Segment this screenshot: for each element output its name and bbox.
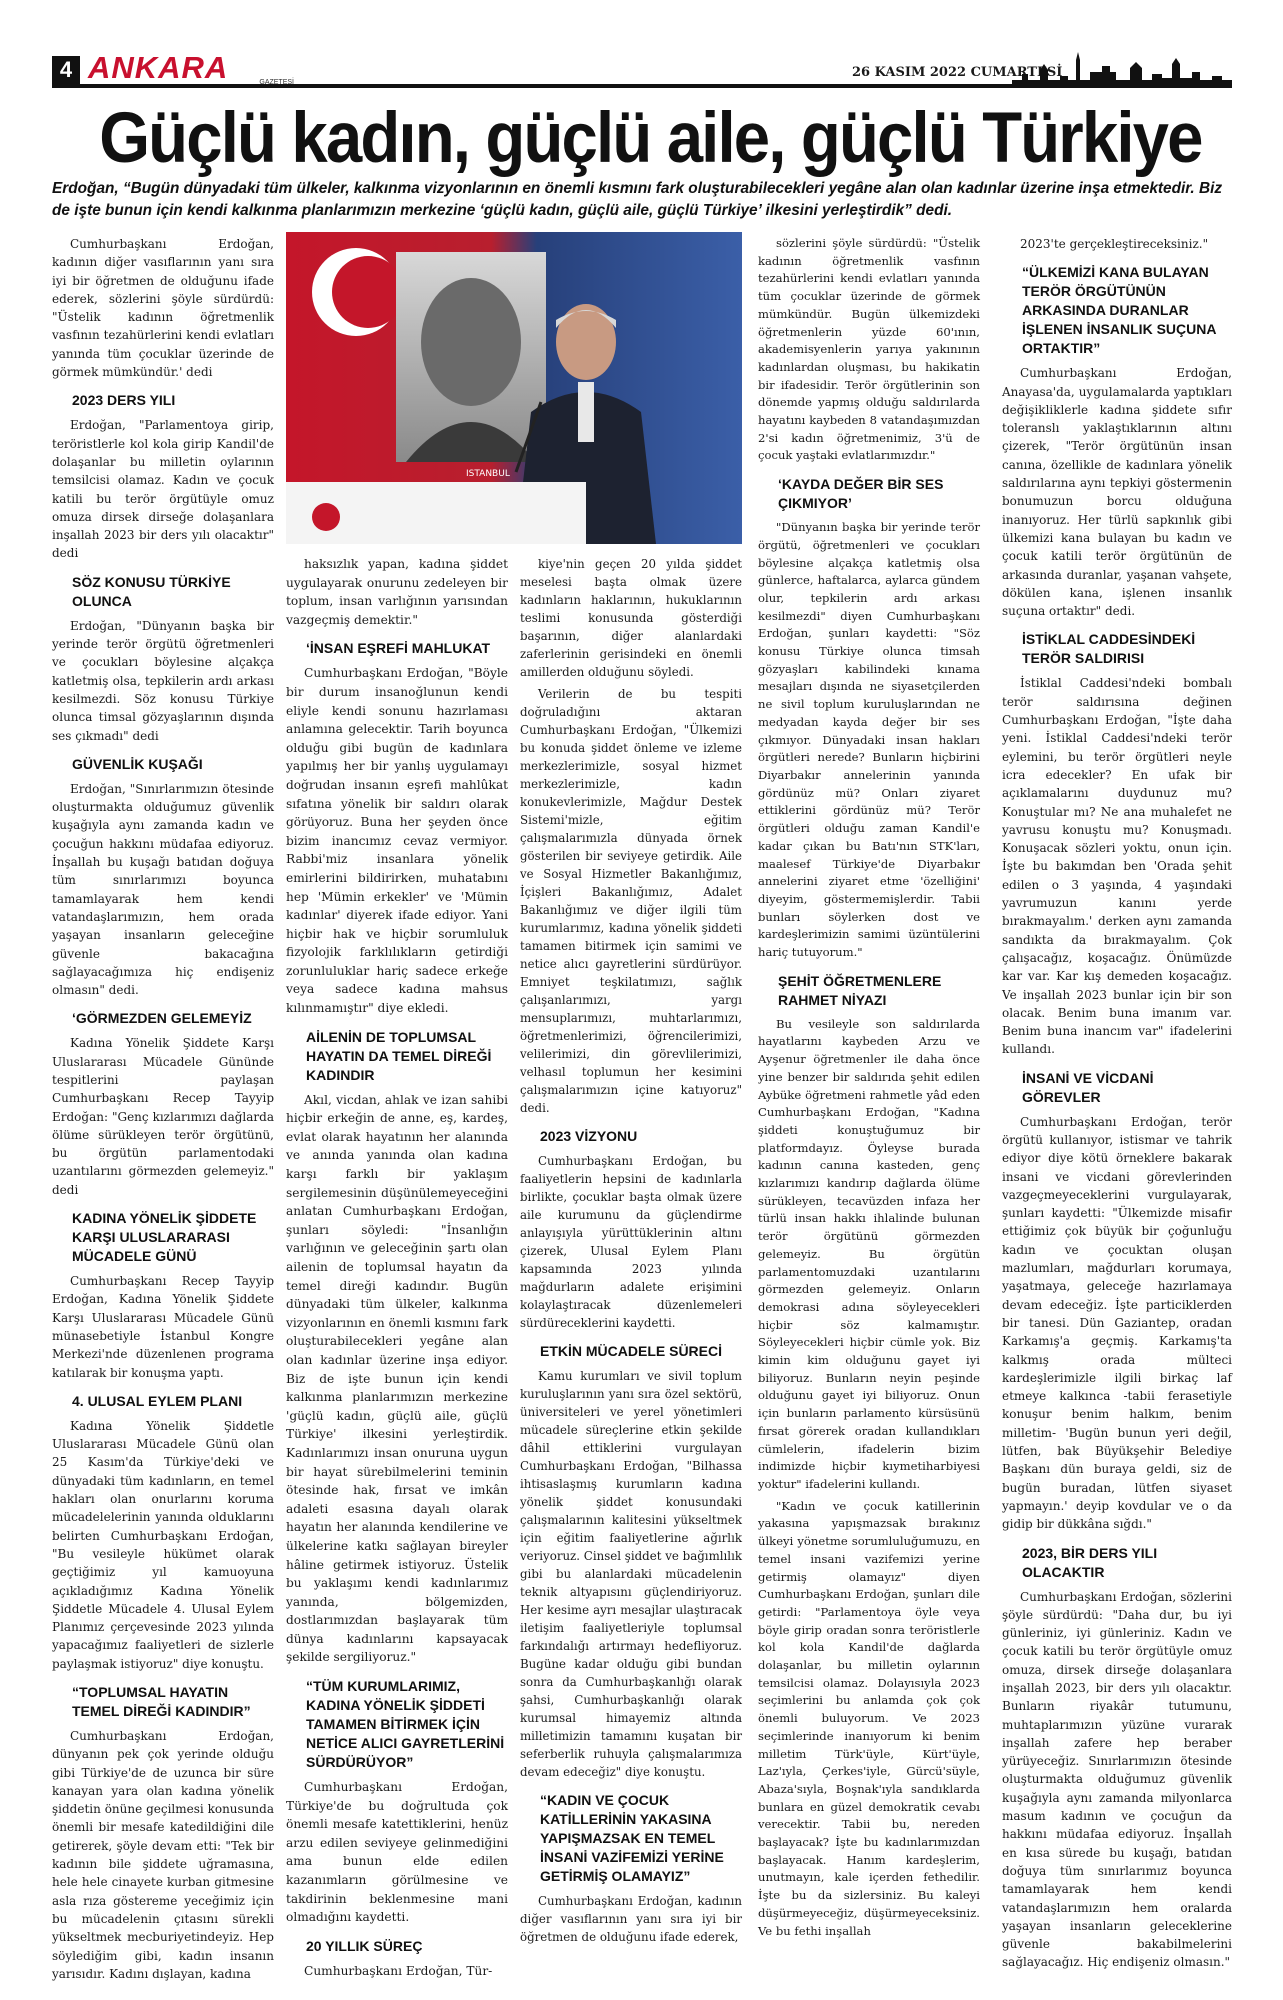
article-column-3 xyxy=(520,555,742,1950)
paragraph: Kamu kurumları ve sivil toplum kuruluşlarının yanı sıra özel sektörü, üniversiteleri ve yerel yönetimleri mücadele süreçlerine etkin şekilde dâhil ettiklerini vurgulayan Cumhurbaşkanı Erdoğan, "Bilhassa ihtisaslaşmış kurumların kadına yönelik şiddet konusundaki çalışmalarının kalitesini yükseltmek için eğitim faaliyetlerine ağırlık veriyoruz. Cinsel şiddet ve bağımlılık gibi bu alanlardaki mücadelenin teknik altyapısını güçlendiriyoruz. Her kesime ayrı mesajlar ulaştıracak iletişim faaliyetleriyle toplumsal farkındalığı artırmayı hedefliyoruz. Bugüne kadar olduğu gibi bundan sonra da Cumhurbaşkanlığı olarak şahsi, Cumhurbaşkanlığı olarak kurumsal himayemiz altında milletimizin tamamını kuşatan bir seferberlik ruhuyla çalışmalarımıza devam edeceğiz" diye konuştu. xyxy=(520,1369,742,1779)
lead-paragraph: Erdoğan, “Bugün dünyadaki tüm ülkeler, kalkınma vizyonlarının en önemli kısmını fark oluşturabilecekleri yegâne alan olan kadınlar üzerine inşa etmektedir. Biz de işte bunun için kendi kalkınma planlarımızın merkezine ‘güçlü kadın, güçlü aile, güçlü Türkiye’ ilkesini yerleştirdik” dedi. xyxy=(52,180,1223,219)
subheading: ‘GÖRMEZDEN GELEMEYİZ xyxy=(72,1010,252,1027)
subheading: 2023 DERS YILI xyxy=(72,392,176,409)
paragraph: Cumhurbaşkanı Erdoğan, kadının diğer vasıflarının yanı sıra iyi bir öğretmen de olduğunu ifade ederek, sözlerini şöyle sürdürdü: "Üstelik kadının öğretmenlik vasfının tezahürlerini kendi evlatları yanında tüm çocuklar üzerinde de görmek mümkündür.' dedi xyxy=(52,237,274,380)
subheading: ETKİN MÜCADELE SÜRECİ xyxy=(540,1343,723,1359)
paragraph: Cumhurbaşkanı Recep Tayyip Erdoğan, Kadına Yönelik Şiddete Karşı Uluslararası Mücadele Günü münasebetiyle İstanbul Kongre Merkezi'nde düzenlenen programa katılarak bir konuşma yaptı. xyxy=(52,1274,274,1380)
paragraph: Verilerin de bu tespiti doğruladığını aktaran Cumhurbaşkanı Erdoğan, "Ülkemizi bu konuda şiddet önleme ve izleme merkezlerimizle, sosyal hizmet merkezlerimizle, kadın konukevlerimizle, Mağdur Destek Sistemi'mizle, eğitim çalışmalarımızla dünyada örnek gösterilen bir seviyeye getirdik. Aile ve Sosyal Hizmetler Bakanlığımız, İçişleri Bakanlığımız, Adalet Bakanlığımız ve diğer ilgili tüm kurumlarımız, kadına yönelik şiddeti tamamen bitirmek için samimi ve netice alıcı gayretlerini sürdürüyor. Emniyet teşkilatımızı, sağlık çalışanlarımızı, yargı mensuplarımızı, muhtarlarımızı, öğretmenlerimizi, öğrencilerimizi, velilerimizi, din görevlilerimizi, velhasıl toplumun her kesimini çalışmalarımızın içine katıyoruz" dedi. xyxy=(520,687,742,1115)
subheading: “TOPLUMSAL HAYATIN TEMEL DİREĞİ KADINDIR” xyxy=(72,1684,251,1719)
paragraph: Kadına Yönelik Şiddetle Uluslararası Mücadele Günü olan 25 Kasım'da Türkiye'deki ve dünyadaki tüm kadınların, en temel hakları olan onurlarını koruma mücadelelerinin yanında olduklarını belirten Cumhurbaşkanı Erdoğan, "Bu vesileyle hükümet olarak geçtiğimiz yıl kamuoyuna açıkladığımız Kadına Yönelik Şiddetle Mücadele 4. Ulusal Eylem Planımız çerçevesinde 2023 yılında yapacağımız faaliyetleri de sizlerle paylaşmak istiyoruz" diye konuştu. xyxy=(52,1418,274,1671)
paragraph: İstiklal Caddesi'ndeki bombalı terör saldırısına değinen Cumhurbaşkanı Erdoğan, "İşte daha yeni. İstiklal Caddesi'ndeki terör eylemini, bu terör örgütleri neyle icra edecekler? En ufak bir açıklamalarını duydunuz mu? Konuştular mı? Ne ana muhalefet ne yavrusu konuştu mu? Konuşmadı. Konuşacak sözleri yoktu, onun için. İşte bu bakımdan ben 'Orada şehit edilen o 3 yaşında, 4 yaşındaki yavrumuzun kanını yerde bırakmayalım.' derken aynı zamanda sandıkta da bırakmayalım. Çok çalışacağız, koşacağız. Önümüzde kar var. Kar kış demeden koşacağız. Ve inşallah 2023 bunlar için bir son olacak. Benim buna imanım var. Benim buna inancım var" ifadelerini kullandı. xyxy=(1002,676,1232,1057)
subheading: 2023 VİZYONU xyxy=(540,1128,638,1144)
subheading: İSTİKLAL CADDESİNDEKİ TERÖR SALDIRISI xyxy=(1022,631,1196,667)
subheading: KADINA YÖNELİK ŞİDDETE KARŞI ULUSLARARASI MÜCADELE GÜNÜ xyxy=(72,1210,257,1265)
paragraph: Cumhurbaşkanı Erdoğan, bu faaliyetlerin hepsini de kadınlarla birlikte, çocuklar başta olmak üzere aile kurumunu da güçlendirme anlayışıyla yürüttüklerinin altını çizerek, Ulusal Eylem Planı kapsamında 2023 yılında mağdurların adalete erişimini kolaylaştıracak düzenlemeleri sürdüreceklerini kaydetti. xyxy=(520,1154,742,1330)
article-column-5 xyxy=(1002,235,1232,1976)
subheading: GÜVENLİK KUŞAĞI xyxy=(72,755,203,772)
paragraph: Akıl, vicdan, ahlak ve izan sahibi hiçbir erkeğin de anne, eş, kardeş, evlat olarak hayatının her alanında ve anında yanında olan kadına karşı farklı bir yaklaşım sergilemesinin düşünülemeyeceğini anlatan Cumhurbaşkanı Erdoğan, şunları söyledi: "İnsanlığın varlığının ve geleceğinin şartı olan ailenin de toplumsal hayatın da temel direği kadındır. Bugün dünyadaki tüm ülkeler, kalkınma vizyonlarının en önemli kısmını fark oluşturabilecekleri yegâne alan olan kadınlar üzerine inşa ediyor. Biz de işte bunun için kendi kalkınma planlarımızın merkezine 'güçlü kadın, güçlü aile, güçlü Türkiye' ilkesini yerleştirdik. Kadınlarımızı insan onuruna uygun bir hayat sürebilmelerini teminin ötesinde hak, fırsat ve imkân adaleti esasına dayalı olarak hayatın her alanında kendilerine ve ülkelerine katkı sağlayan bireyler hâline getirmek istiyoruz. Üstelik bu yaklaşımı kendi kadınlarımız yanında, bölgemizden, dostlarımızdan başlayarak tüm dünya kadınlarını kapsayacak şekilde sergiliyoruz." xyxy=(286,1092,508,1665)
paragraph: Cumhurbaşkanı Erdoğan, Türkiye'de bu doğrultuda çok önemli mesafe katettiklerini, henüz arzu edilen seviyeye gelinmediğini ama bunun elde edilen kazanımların görülmesine ve takdirinin beklenmesine mani olmadığını kaydetti. xyxy=(286,1780,508,1925)
paragraph: Cumhurbaşkanı Erdoğan, Anayasa'da, uygulamalarda yaptıkları değişikliklerle kadına şiddete sıfır toleranslı yaklaştıklarının altını çizerek, "Terör örgütünün insan canına, özellikle de kadınlara yönelik saldırılarına aynı tepkiyi göstermenin bonumuzun borcu olduğuna inanıyoruz. Her türlü sapkınlık gibi ülkemizi kana bulayan bu kadın ve çocuk katili terör örgütünün de arkasında duranlar, yaşanan vahşete, dökülen kana, işlenen insanlık suçuna ortaktır" dedi. xyxy=(1002,366,1232,619)
subheading: ‘İNSAN EŞREFİ MAHLUKAT xyxy=(306,640,491,657)
page-number: 4 xyxy=(52,56,80,84)
page-header xyxy=(52,50,1232,88)
article-column-1 xyxy=(52,235,274,1987)
paragraph: sözlerini şöyle sürdürdü: "Üstelik kadının öğretmenlik vasfının tezahürlerini kendi evlatları yanında tüm çocuklar üzerinde de görmek mümkündür. Bugün ülkemizdeki öğretmenlerin yüzde 60'ının, akademisyenlerin yarıya yakınının kadınlardan oluşması, bu hakikatin bir ifadesidir. Terör örgütlerinin son dönemde yapmış olduğu saldırılarda hayatını kaybeden 8 vatandaşımızdan 2'si kadın öğretmenimiz, 3'ü de çocuk yaştaki evlatlarımızdır." xyxy=(758,236,980,463)
subheading: İNSANİ VE VİCDANİ GÖREVLER xyxy=(1022,1069,1154,1105)
headline: Güçlü kadın, güçlü aile, güçlü Türkiye xyxy=(99,99,1202,178)
logo-subtitle: GAZETESİ xyxy=(259,79,294,86)
subheading: ‘KAYDA DEĞER BİR SES ÇIKMIYOR’ xyxy=(778,476,944,512)
subheading: AİLENİN DE TOPLUMSAL HAYATIN DA TEMEL DİREĞİ KADINDIR xyxy=(306,1028,492,1083)
subheading: ŞEHİT ÖĞRETMENLERE RAHMET NİYAZI xyxy=(778,972,942,1008)
paragraph: Erdoğan, "Parlamentoya girip, teröristlerle kol kola girip Kandil'de dolaşanlar bu milletin oylarının temsilcisi olamaz. Kadın ve çocuk katili bu terör örgütüyle omuz omuza dirsek dirseğe dolaşanlara inşallah 2023 bir ders yılı olacaktır" dedi xyxy=(52,418,274,561)
logo-brand: ANKARA xyxy=(88,50,229,85)
subheading: “ÜLKEMİZİ KANA BULAYAN TERÖR ÖRGÜTÜNÜN ARKASINDA DURANLAR İŞLENEN İNSANLIK SUÇUNA ORTAKTIR” xyxy=(1022,264,1216,357)
newspaper-logo xyxy=(88,50,298,84)
subheading: 2023, BİR DERS YILI OLACAKTIR xyxy=(1022,1544,1158,1580)
article-column-4 xyxy=(758,235,980,1944)
paragraph: Bu vesileyle son saldırılarda hayatlarını kaybeden Arzu ve Ayşenur öğretmenler ile daha önce yine benzer bir saldırıda şehit edilen Aybüke öğretmeni rahmetle yâd eden Cumhurbaşkanı Erdoğan, "Kadına şiddeti konuştuğumuz bir platformdayız. Öyleyse burada kadının canına kasteden, genç kızlarımızı kandırıp dağlarda ölüme sürükleyen, tecavüzden infaza her türlü insan hakkı ihlalinde bulunan terör örgütünü görmezden gelemeyiz. Bu örgütün parlamentomuzdaki uzantılarını görmezden gelemeyiz. Onların demokrasi adına söyleyecekleri hiçbir söz kalmamıştır. Söyleyecekleri hiçbir cümle yok. Biz kimin kim olduğunu gayet iyi biliyoruz. Bunların neyin peşinde olduğunu gayet iyi biliyoruz. Onun için bunların parlamento kürsüsünü fırsat görerek oradan kullandıkları cümlelerin, ifadelerin bizim indimizde hiçbir kıymetiharbiyesi yoktur" ifadelerini kullandı. xyxy=(758,1016,980,1491)
paragraph: Cumhurbaşkanı Erdoğan, "Böyle bir durum insanoğlunun kendi eliyle kendi sonunu hazırlaması anlamına gelecektir. Tarih boyunca olduğu gibi bugün de kadınlara yapılmış her bir yanlış uygulamayı doğrudan insanın eşrefi mahlûkat sıfatına yönelik bir saldırı olarak görüyoruz. Buna her şeyden önce bizim inancımız cevaz vermiyor. Rabbi'miz insanlara yönelik emirlerini bildirirken, muhatabını hep 'Mümin erkekler' ve 'Mümin kadınlar' diyerek ifade ediyor. Yani hiçbir hak ve hiçbir sorumluluk fizyolojik farklılıkların getirdiği zorunluluklar hariç sadece erkeğe veya sadece kadına mahsus kılınmamıştır" diye ekledi. xyxy=(286,666,508,1016)
paragraph: "Dünyanın başka bir yerinde terör örgütü, öğretmenleri ve çocukları böylesine alçakça katletmiş olsa günlerce, haftalarca, aylarca gündem olur, tepkilerin ardı arkası kesilmezdi" diyen Cumhurbaşkanı Erdoğan, şunları kaydetti: "Söz konusu Türkiye olunca timsah gözyaşları kabilindeki kınama mesajları dışında ne siyasetçilerden ne sivil toplum kuruluşlarından ne medyadan kayda değer bir ses çıkmıyor. Dünyadaki insan hakları örgütleri nerede? Bunların hiçbirini Diyarbakır annelerinin yanında gördünüz mü? Onları ziyaret ettiklerini gördünüz mü? Terör örgütleri olduğu zaman Kandil'e kadar çıkan bu Batı'nın STK'ları, maalesef Türkiye'de Diyarbakır annelerini ziyaret etme 'özelliğini' diyeyim, göstermemişlerdir. Tabii bunları söylerken dost ve kardeşlerimizin samimi üzüntülerini hariç tutuyorum." xyxy=(758,520,980,960)
podium-label: ISTANBUL xyxy=(466,469,510,479)
subheading: SÖZ KONUSU TÜRKİYE OLUNCA xyxy=(72,573,231,609)
issue-date: 26 KASIM 2022 CUMARTESİ xyxy=(852,65,1063,80)
paragraph: "Kadın ve çocuk katillerinin yakasına yapışmazsak bırakınız ülkeyi yönetme sorumluluğumuzu, en temel insani vazifemizi yerine getirmiş olamayız" diyen Cumhurbaşkanı Erdoğan, şunları dile getirdi: "Parlamentoya öyle veya böyle girip oradan sonra teröristlerle kol kola Kandil'de dağlarda dolaşanlar, bu milletin oylarının temsilcisi olamaz. Dolayısıyla 2023 seçimlerini bu anlamda çok çok önemli buluyorum. Ve 2023 seçimlerinde inanıyorum ki benim milletim Türk'üyle, Kürt'üyle, Laz'ıyla, Çerkes'iyle, Gürcü'süyle, Abaza'sıyla, Boşnak'ıyla sandıklarda bunlara en güzel demokratik cevabı verecektir. Tabii bu, nereden başlayacak? İşte bu kadınlarımızdan başlayacak. Hanım kardeşlerim, unutmayın, kale içerden fethedilir. İşte bu da sizlersiniz. Bu kaleyi düşürmeyeceğiz, düşürmeyeceksiniz. Ve bu fethi inşallah xyxy=(758,1498,980,1938)
paragraph: Kadına Yönelik Şiddete Karşı Uluslararası Mücadele Gününde tespitlerini paylaşan Cumhurbaşkanı Recep Tayyip Erdoğan: "Genç kızlarımızı dağlarda ölüme sürükleyen terör örgütünü, bu örgütün parlamentodaki uzantılarını görmezden gelemeyiz." dedi xyxy=(52,1036,274,1197)
subheading: “TÜM KURUMLARIMIZ, KADINA YÖNELİK ŞİDDETİ TAMAMEN BİTİRMEK İÇİN NETİCE ALICI GAYRETLERİNİ SÜRDÜRÜYOR” xyxy=(306,1678,505,1771)
subheading: 20 YILLIK SÜREÇ xyxy=(306,1937,423,1954)
paragraph: Erdoğan, "Dünyanın başka bir yerinde terör örgütü öğretmenleri ve çocukları böylesine alçakça katletmiş olsa, tepkilerin ardı arkası kesilmezdi. Söz konusu Türkiye olunca timsal gözyaşlarının dışında ses çıkmadı" dedi xyxy=(52,618,274,743)
paragraph: 2023'te gerçekleştireceksiniz." xyxy=(1020,237,1209,251)
paragraph: Cumhurbaşkanı Erdoğan, sözlerini şöyle sürdürdü: "Daha dur, bu iyi günleriniz, iyi günleriniz. Kadın ve çocuk katili bu terör örgütüyle omuz omuza, dirsek dirseğe dolaşanlara inşallah 2023, bir ders yılı olacaktır. Bunların riyakâr tutumunu, muhtaplarımızın yüzüne vurarak inşallah zafere hep beraber yürüyeceğiz. Sınırlarımızın ötesinde oluşturmakta olduğumuz güvenlik kuşağıyla aynı zamanda milyonlarca masum kadının ve çocuğun da hakkını müdafaa ediyoruz. İnşallah en kısa sürede bu kuşağı, batıdan doğuya tüm sınırlarımız boyunca tamamlayarak hem kendi vatandaşlarımızın hem oralarda yaşayan insanların geleceklerine güvenle bakabilmelerini sağlayacağız. Hiç endişeniz olmasın." xyxy=(1002,1589,1232,1970)
paragraph: kiye'nin geçen 20 yılda şiddet meselesi başta olmak üzere kadınların haklarının, hukuklarının teslimi konusunda gösterdiği başarının, diğer alanlardaki zaferlerinin gerisindeki en önemli amillerden olduğunu söyledi. xyxy=(520,557,742,679)
news-photo xyxy=(286,232,742,544)
paragraph: Cumhurbaşkanı Erdoğan, terör örgütü kullanıyor, istismar ve tahrik ediyor diye kötü örneklere bakarak insani ve vicdani görevlerinden vazgeçmeyeceklerini vurgulayarak, şunları kaydetti: "Ülkemizde misafir ettiğimiz çok büyük bir çoğunluğu kadın ve çocuktan oluşan mazlumları, mağdurları korumaya, yaşatmaya, geleceğe hazırlamaya devam edeceğiz. İşte particiklerden bir tanesi. Dün Gaziantep, oradan Karkamış'a geçmiş. Karkamış'ta kalkmış orada mülteci kardeşlerimizle ilgili birkaç laf etmeye kalkınca -tabii ferasetiyle konuşur benim halkım, benim milletim- 'Bugün bunun yeri değil, lütfen, bak Büyükşehir Belediye Başkanı dün buraya geldi, siz de bugün buradan, lütfen siyaset yapmayın.' deyip kovdular ve o da gidip bir dükkâna sığdı." xyxy=(1002,1114,1232,1532)
paragraph: Cumhurbaşkanı Erdoğan, dünyanın pek çok yerinde olduğu gibi Türkiye'de de uzunca bir süre kanayan yara olan kadına yönelik şiddetin önüne geçilmesi konusunda önemli bir mesafe katedildiğini dile getirerek, şöyle devam etti: "Tek bir kadının bile şiddete uğramasına, hele hele cinayete kurban gitmesine asla rıza göstereme yeceğimiz için bu mücadelenin çıtasını sürekli yükseltmek mecburiyetindeyiz. Hep söylediğim gibi, kadın insanın yarısıdır. Kadını dışlayan, kadına xyxy=(52,1729,274,1981)
subheading: “KADIN VE ÇOCUK KATİLLERİNİN YAKASINA YAPIŞMAZSAK EN TEMEL İNSANİ VAZİFEMİZİ YERİNE GETİRMİŞ OLAMAYIZ” xyxy=(540,1792,724,1884)
paragraph: Cumhurbaşkanı Erdoğan, Tür- xyxy=(304,1963,493,1978)
subheading: 4. ULUSAL EYLEM PLANI xyxy=(72,1392,243,1409)
paragraph: Cumhurbaşkanı Erdoğan, kadının diğer vasıflarının yanı sıra iyi bir öğretmen de olduğunu ifade ederek, xyxy=(520,1894,742,1944)
paragraph: Erdoğan, "Sınırlarımızın ötesinde oluşturmakta olduğumuz güvenlik kuşağıyla aynı zamanda kadın ve çocuğun hakkını müdafaa ediyoruz. İnşallah bu kuşağı batıdan doğuya tüm sınırlarımızı boyunca tamamlayarak hem kendi vatandaşlarımızın, hem orada yaşayan insanların geleceğine güvenle bakacağına sağlayacağımıza hiç endişeniz olmasın" dedi. xyxy=(52,781,274,998)
erdogan-podium-photo xyxy=(286,232,742,544)
city-skyline-icon xyxy=(1012,50,1232,86)
paragraph: haksızlık yapan, kadına şiddet uygulayarak onurunu zedeleyen bir toplum, insan varlığının yarısından vazgeçmiş demektir." xyxy=(286,557,508,627)
article-column-2 xyxy=(286,555,508,1984)
